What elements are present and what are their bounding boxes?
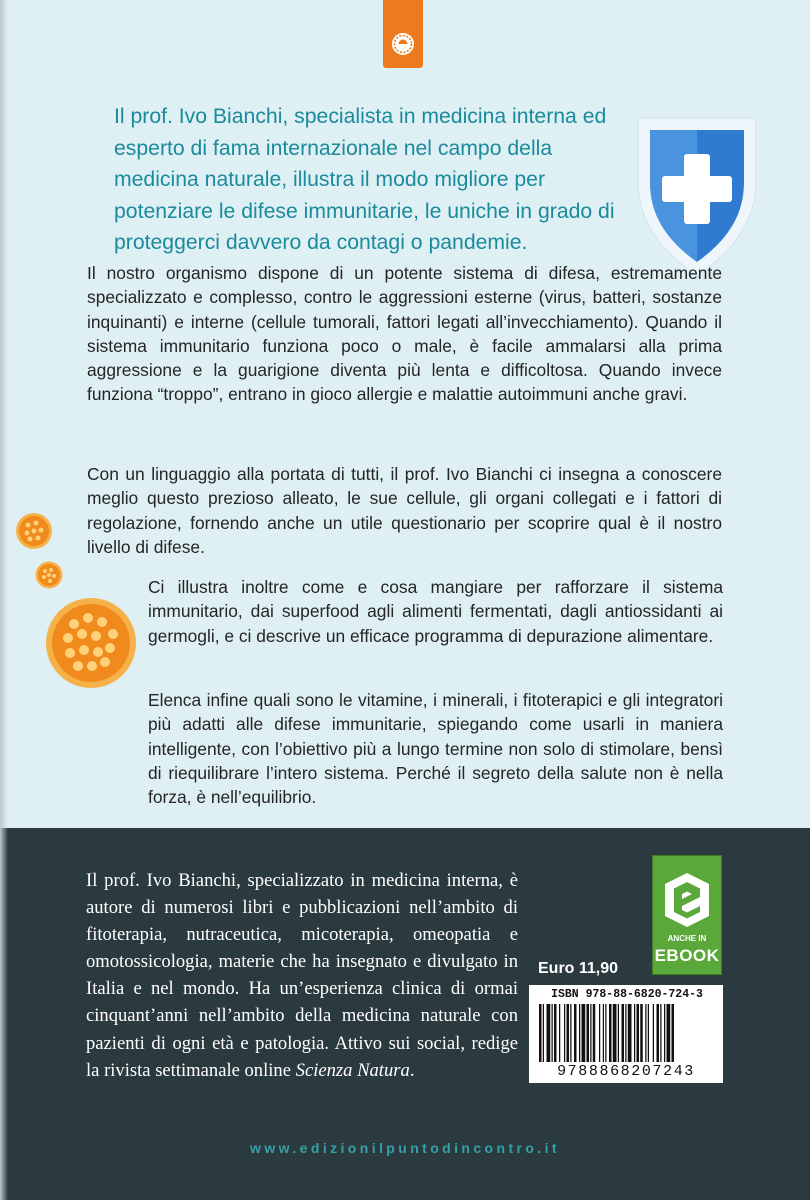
isbn-label: ISBN 978-88-6820-724-3 bbox=[551, 988, 703, 1001]
body-paragraph-2: Con un linguaggio alla portata di tutti, il prof. Ivo Bianchi ci insegna a conoscere meglio questo prezioso alleato, le sue cellule, gli organi collegati e i fattori di regolazione, fornendo anche un utile questionario per scoprire qual è il nostro livello di difese. bbox=[87, 464, 722, 557]
virus-icon bbox=[44, 596, 138, 690]
ebook-e-icon bbox=[662, 870, 712, 930]
spine-shadow bbox=[0, 0, 8, 1200]
ebook-badge bbox=[652, 855, 722, 975]
body-paragraph-3: Ci illustra inoltre come e cosa mangiare per rafforzare il sistema immunitario, dai superfood agli alimenti fermentati, dagli antiossidanti ai germogli, e ci descrive un efficace programma di depurazione alimentare. bbox=[148, 577, 723, 646]
author-bio bbox=[86, 867, 518, 1084]
shield-cross-icon bbox=[628, 108, 766, 280]
barcode-box bbox=[529, 985, 723, 1083]
body-paragraph-4: Elenca infine quali sono le vitamine, i minerali, i fitoterapici e gli integratori più adatti alle difese immunitarie, spiegando come usarli in maniera intelligente, con l’obiettivo più a lungo termine non solo di stimolare, bensì di riequilibrare l’intero sistema. Perché il segreto della salute non è nella forza, è nell’equilibrio. bbox=[148, 690, 723, 808]
body-paragraph-1: Il nostro organismo dispone di un potente sistema di difesa, estremamente specializzato e complesso, contro le aggressioni esterne (virus, batteri, sostanze inquinanti) e interne (cellule tumorali, fattori legati all’invecchiamento). Quando il sistema immunitario funziona poco o male, è facile ammalarsi alla prima aggressione e la guarigione diventa più lenta e difficoltosa. Quando invece funziona “troppo”, entrano in gioco allergie e malattie autoimmuni anche gravi. bbox=[87, 263, 722, 405]
intro-text: Il prof. Ivo Bianchi, specialista in medicina interna ed esperto di fama internazionale nel campo della medicina naturale, illustra il modo migliore per potenziare le difese immunitarie, le uniche in grado di proteggerci davvero da contagi o pandemie. bbox=[114, 105, 615, 254]
price-label: Euro 11,90 bbox=[538, 960, 619, 977]
author-bio-text: Il prof. Ivo Bianchi, specializzato in medicina interna, è autore di numerosi libri e pubblicazioni nell’ambito di fitoterapia, nutraceutica, micoterapia, omeopatia e omotossicologia, materie che ha insegnato e divulgato in Italia e nel mondo. Ha un’esperienza clinica di ormai cinquant’anni nell’ambito della medicina naturale con pazienti di ogni età e patologia. Attivo sui social, redige la rivista settimanale online bbox=[86, 870, 518, 1081]
ebook-badge-line2: EBOOK bbox=[654, 946, 720, 965]
ebook-badge-line1: ANCHE IN bbox=[667, 934, 707, 943]
author-bio-end: . bbox=[409, 1059, 415, 1081]
publisher-website: www.edizionilpuntodincontro.it bbox=[250, 1140, 560, 1156]
barcode-number: 9788868207243 bbox=[557, 1063, 695, 1080]
sun-logo-icon bbox=[391, 32, 415, 56]
magazine-title: Scienza Natura bbox=[295, 1059, 410, 1081]
barcode-icon bbox=[539, 1004, 713, 1062]
virus-icon bbox=[14, 511, 54, 551]
virus-icon bbox=[34, 560, 64, 590]
publisher-logo bbox=[383, 0, 423, 68]
